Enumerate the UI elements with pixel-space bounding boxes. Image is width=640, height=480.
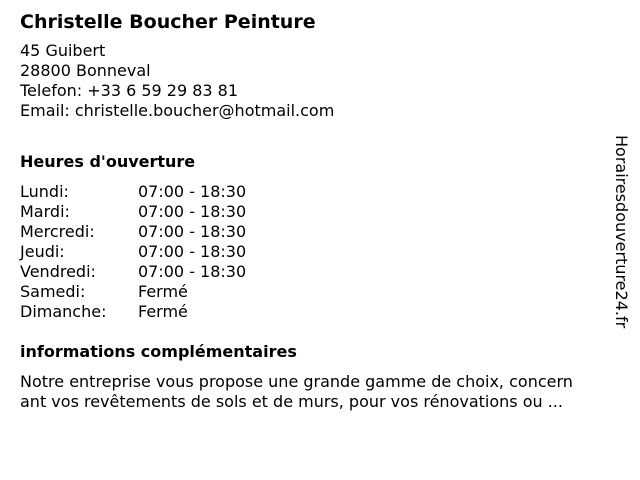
hours-row-wednesday (20, 222, 620, 242)
day-hours: Fermé (138, 282, 188, 301)
day-label: Dimanche: (20, 302, 107, 321)
day-hours: 07:00 - 18:30 (138, 202, 247, 221)
day-hours: 07:00 - 18:30 (138, 242, 247, 261)
hours-row-thursday (20, 242, 620, 262)
hours-row-saturday (20, 282, 620, 302)
day-label: Samedi: (20, 282, 86, 301)
day-label: Lundi: (20, 182, 69, 201)
hours-row-monday (20, 182, 620, 202)
business-card (20, 8, 620, 412)
day-label: Mercredi: (20, 222, 95, 241)
hours-row-tuesday (20, 202, 620, 222)
description-line-1: Notre entreprise vous propose une grande gamme de choix, concern (20, 372, 573, 391)
additional-info-heading: informations complémentaires (20, 342, 297, 361)
day-hours: 07:00 - 18:30 (138, 262, 247, 281)
site-watermark: Horairesdouverture24.fr (612, 135, 631, 329)
phone-line: Telefon: +33 6 59 29 83 81 (20, 81, 239, 100)
description-line-2: ant vos revêtements de sols et de murs, pour vos rénovations ou ... (20, 392, 563, 411)
business-name: Christelle Boucher Peinture (20, 11, 316, 33)
day-label: Jeudi: (20, 242, 65, 261)
hours-row-friday (20, 262, 620, 282)
opening-hours-heading: Heures d'ouverture (20, 152, 196, 171)
email-line: Email: christelle.boucher@hotmail.com (20, 101, 335, 120)
opening-hours-list (20, 182, 620, 322)
hours-row-sunday (20, 302, 620, 322)
day-hours: Fermé (138, 302, 188, 321)
day-hours: 07:00 - 18:30 (138, 222, 247, 241)
address-city: 28800 Bonneval (20, 61, 151, 80)
day-label: Mardi: (20, 202, 70, 221)
day-hours: 07:00 - 18:30 (138, 182, 247, 201)
day-label: Vendredi: (20, 262, 96, 281)
address-street: 45 Guibert (20, 41, 106, 60)
